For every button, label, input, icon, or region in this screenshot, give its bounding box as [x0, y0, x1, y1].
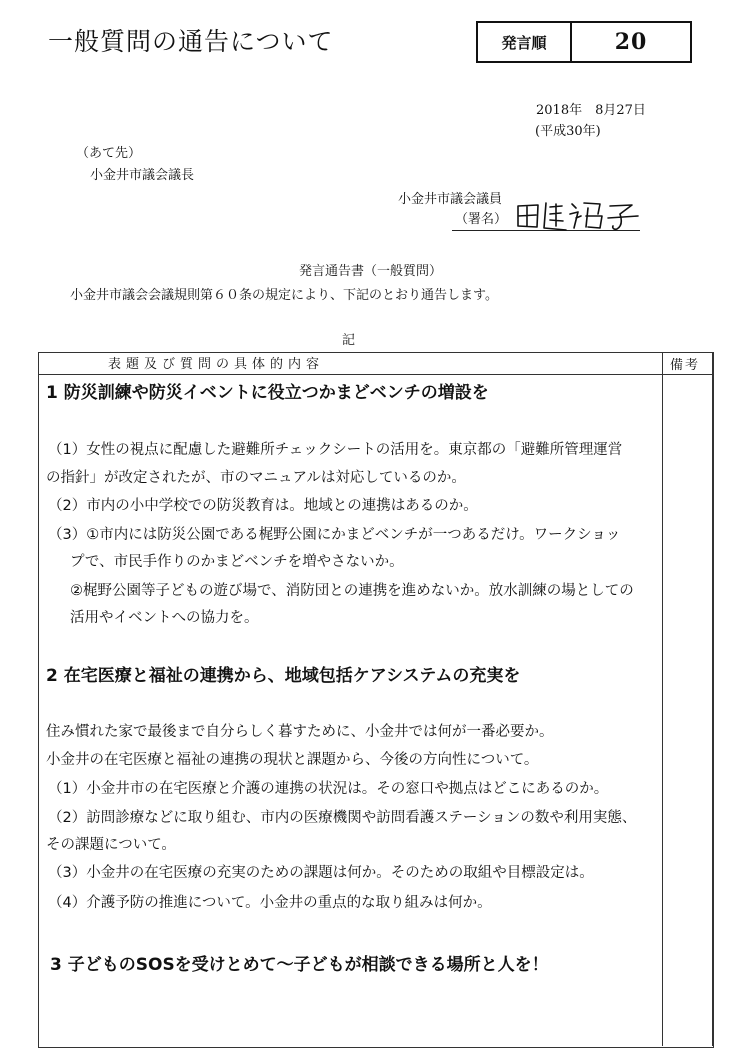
section-1-line: （3）①市内には防災公園である梶野公園にかまどベンチが一つあるだけ。ワークショッ [48, 527, 621, 543]
submission-date: 2018年 8月27日 [536, 103, 646, 118]
section-heading-1: 1 防災訓練や防災イベントに役立つかまどベンチの増設を [46, 383, 489, 403]
page-title: 一般質問の通告について [48, 27, 334, 56]
section-1-line: の指針」が改定されたが、市のマニュアルは対応しているのか。 [46, 470, 466, 486]
section-2-line: 小金井の在宅医療と福祉の連携の現状と課題から、今後の方向性について。 [46, 752, 539, 768]
sender-title: 小金井市議会議員 [398, 192, 503, 207]
section-heading-3: 3 子どものSOSを受けとめて〜子どもが相談できる場所と人を！ [50, 955, 549, 975]
table-header-remarks: 備考 [670, 358, 701, 373]
section-2-line: 住み慣れた家で最後まで自分らしく暮すために、小金井では何が一番必要か。 [46, 724, 554, 740]
section-1-line: プで、市民手作りのかまどベンチを増やさないか。 [70, 554, 404, 570]
section-1-line: （1）女性の視点に配慮した避難所チェックシートの活用を。東京都の「避難所管理運営 [48, 442, 623, 458]
remarks-column-divider [662, 352, 663, 1046]
ki-mark: 記 [342, 333, 356, 348]
section-2-line: （2）訪問診療などに取り組む、市内の医療機関や訪問看護ステーションの数や利用実態、 [48, 810, 637, 826]
handwritten-signature [514, 194, 644, 234]
section-1-line: ②梶野公園等子どもの遊び場で、消防団との連携を進めないか。放水訓練の場としての [70, 583, 634, 599]
speaking-order-value: 20 [614, 29, 648, 55]
section-2-line: その課題について。 [46, 837, 176, 853]
signature-label: （署名） [455, 212, 508, 227]
section-2-line: （1）小金井市の在宅医療と介護の連携の状況は。その窓口や拠点はどこにあるのか。 [48, 781, 609, 797]
section-1-line: （2）市内の小中学校での防災教育は。地域との連携はあるのか。 [48, 498, 478, 514]
document-title: 発言通告書（一般質問） [299, 264, 443, 279]
table-header-content: 表題及び質問の具体的内容 [108, 357, 325, 372]
section-1-line: 活用やイベントへの協力を。 [70, 610, 259, 626]
section-2-line: （4）介護予防の推進について。小金井の重点的な取り組みは何か。 [48, 895, 492, 911]
remarks-column-edge [712, 352, 713, 1046]
speaking-order-label: 発言順 [478, 23, 572, 61]
addressee-label: （あて先） [76, 146, 142, 161]
speaking-order-box [476, 21, 692, 63]
section-heading-2: 2 在宅医療と福祉の連携から、地域包括ケアシステムの充実を [46, 666, 521, 686]
era-date: (平成30年) [535, 124, 601, 139]
table-header-divider [38, 374, 714, 375]
section-2-line: （3）小金井の在宅医療の充実のための課題は何か。そのための取組や目標設定は。 [48, 865, 594, 881]
intro-statement: 小金井市議会会議規則第６０条の規定により、下記のとおり通告します。 [70, 288, 498, 303]
addressee-name: 小金井市議会議長 [90, 168, 195, 183]
